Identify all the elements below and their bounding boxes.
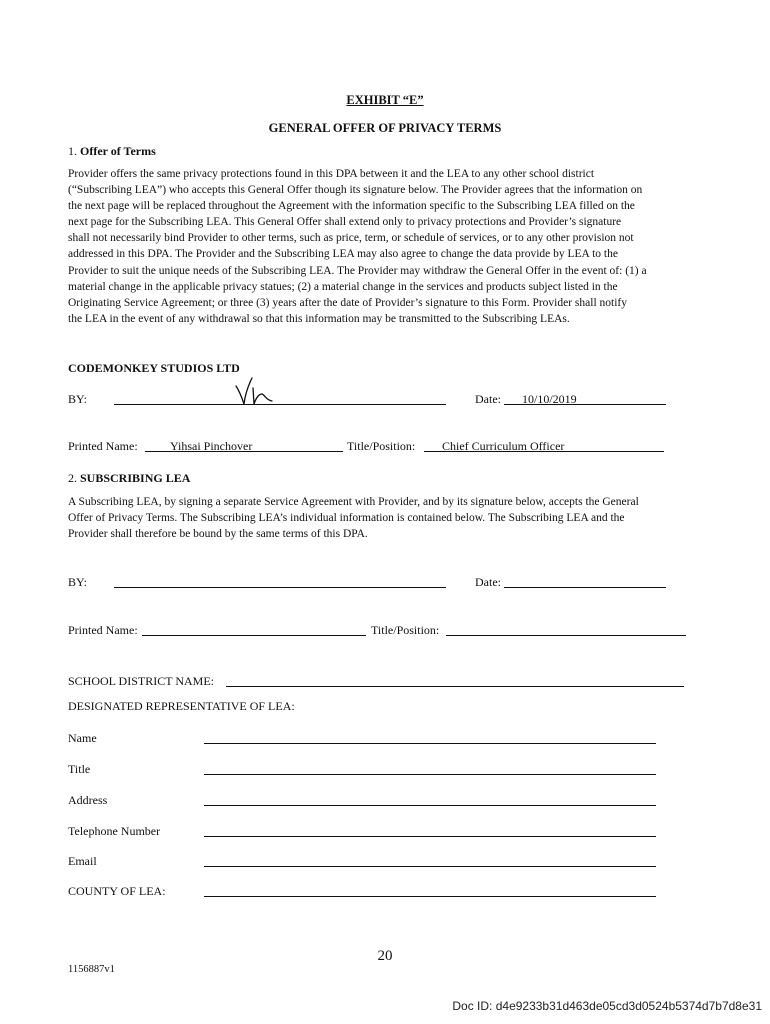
- provider-by-label: BY:: [68, 392, 87, 406]
- section2-line: Provider shall therefore be bound by the same terms of this DPA.: [68, 528, 368, 541]
- field-county-line[interactable]: [204, 896, 656, 897]
- section1-heading: 1. Offer of Terms: [68, 144, 156, 158]
- section1-line: Provider offers the same privacy protections found in this DPA between it and the LEA to any other school district: [68, 168, 595, 180]
- provider-printed-name-value: Yihsai Pinchover: [170, 439, 253, 453]
- section1-line: (“Subscribing LEA”) who accepts this General Offer though its signature below. The Provider agrees that the information on: [68, 184, 643, 197]
- field-address-label: Address: [68, 793, 108, 807]
- provider-company: CODEMONKEY STUDIOS LTD: [68, 361, 240, 375]
- field-name-line[interactable]: [204, 743, 656, 744]
- doc-id: Doc ID: d4e9233b31d463de05cd3d0524b5374d7b7d8e31: [452, 999, 762, 1013]
- section2-line: A Subscribing LEA, by signing a separate Service Agreement with Provider, and by its signature below, accepts the General: [68, 496, 639, 508]
- section1-paragraph: [68, 166, 708, 327]
- lea-title-line[interactable]: [446, 635, 686, 636]
- lea-signature-line[interactable]: [114, 587, 446, 588]
- section1-line: Originating Service Agreement; or three (3) years after the date of Provider’s signature to this Form. Provider shall notify: [68, 296, 627, 309]
- field-title-label: Title: [68, 762, 91, 776]
- field-telephone-label: Telephone Number: [68, 824, 161, 838]
- lea-printed-name-label: Printed Name:: [68, 623, 138, 637]
- provider-title-value: Chief Curriculum Officer: [442, 439, 565, 453]
- lea-date-line[interactable]: [504, 587, 666, 588]
- lea-by-label: BY:: [68, 575, 87, 589]
- provider-signature-line[interactable]: [114, 404, 446, 405]
- section1-line: shall not necessarily bind Provider to other terms, such as price, term, or schedule of services, or to any other provision not: [68, 232, 634, 245]
- school-district-label: SCHOOL DISTRICT NAME:: [68, 674, 215, 688]
- general-offer-title: GENERAL OFFER OF PRIVACY TERMS: [268, 121, 502, 135]
- section1-line: the LEA in the event of any withdrawal so that this information may be transmitted to the Subscribing LEAs.: [68, 312, 570, 325]
- field-name-label: Name: [68, 731, 97, 745]
- lea-date-label: Date:: [475, 575, 501, 589]
- field-telephone-line[interactable]: [204, 836, 656, 837]
- field-email-line[interactable]: [204, 866, 656, 867]
- section1-line: addressed in this DPA. The Provider and the Subscribing LEA may also agree to change the data provide by LEA to the: [68, 248, 618, 261]
- section2-number: 2: [68, 471, 74, 485]
- school-district-line[interactable]: [226, 686, 684, 687]
- provider-date-label: Date:: [475, 392, 501, 406]
- field-county-label: COUNTY OF LEA:: [68, 884, 166, 898]
- provider-printed-name-label: Printed Name:: [68, 439, 138, 453]
- section1-number: 1: [68, 144, 74, 158]
- section2-paragraph: [68, 494, 708, 542]
- provider-signature-image: [232, 374, 278, 408]
- section2-line: Offer of Privacy Terms. The Subscribing LEA’s individual information is contained below. The Subscribing LEA and the: [68, 512, 625, 525]
- field-email-label: Email: [68, 854, 97, 868]
- provider-title-label: Title/Position:: [347, 439, 416, 453]
- field-address-line[interactable]: [204, 805, 656, 806]
- exhibit-title: EXHIBIT “E”: [346, 93, 424, 107]
- section2-heading: 2. SUBSCRIBING LEA: [68, 471, 191, 485]
- section1-heading-text: Offer of Terms: [80, 144, 156, 158]
- section2-heading-text: SUBSCRIBING LEA: [80, 471, 191, 485]
- section1-line: the next page will be replaced throughout the Agreement with the information specific to the Subscribing LEA filled on the: [68, 200, 635, 213]
- page-number: 20: [377, 948, 393, 964]
- lea-title-label: Title/Position:: [371, 623, 440, 637]
- field-title-line[interactable]: [204, 774, 656, 775]
- provider-date-value: 10/10/2019: [522, 392, 577, 406]
- doc-reference: 1156887v1: [68, 964, 115, 975]
- section1-line: material change in the applicable privacy statues; (2) a material change in the services and products subject listed in the: [68, 280, 618, 293]
- designated-rep-label: DESIGNATED REPRESENTATIVE OF LEA:: [68, 699, 295, 713]
- lea-printed-name-line[interactable]: [142, 635, 366, 636]
- section1-line: Provider to suit the unique needs of the Subscribing LEA. The Provider may withdraw the General Offer in the event of: (1) a: [68, 264, 647, 277]
- section1-line: next page for the Subscribing LEA. This General Offer shall extend only to privacy protections and Provider’s signature: [68, 216, 622, 229]
